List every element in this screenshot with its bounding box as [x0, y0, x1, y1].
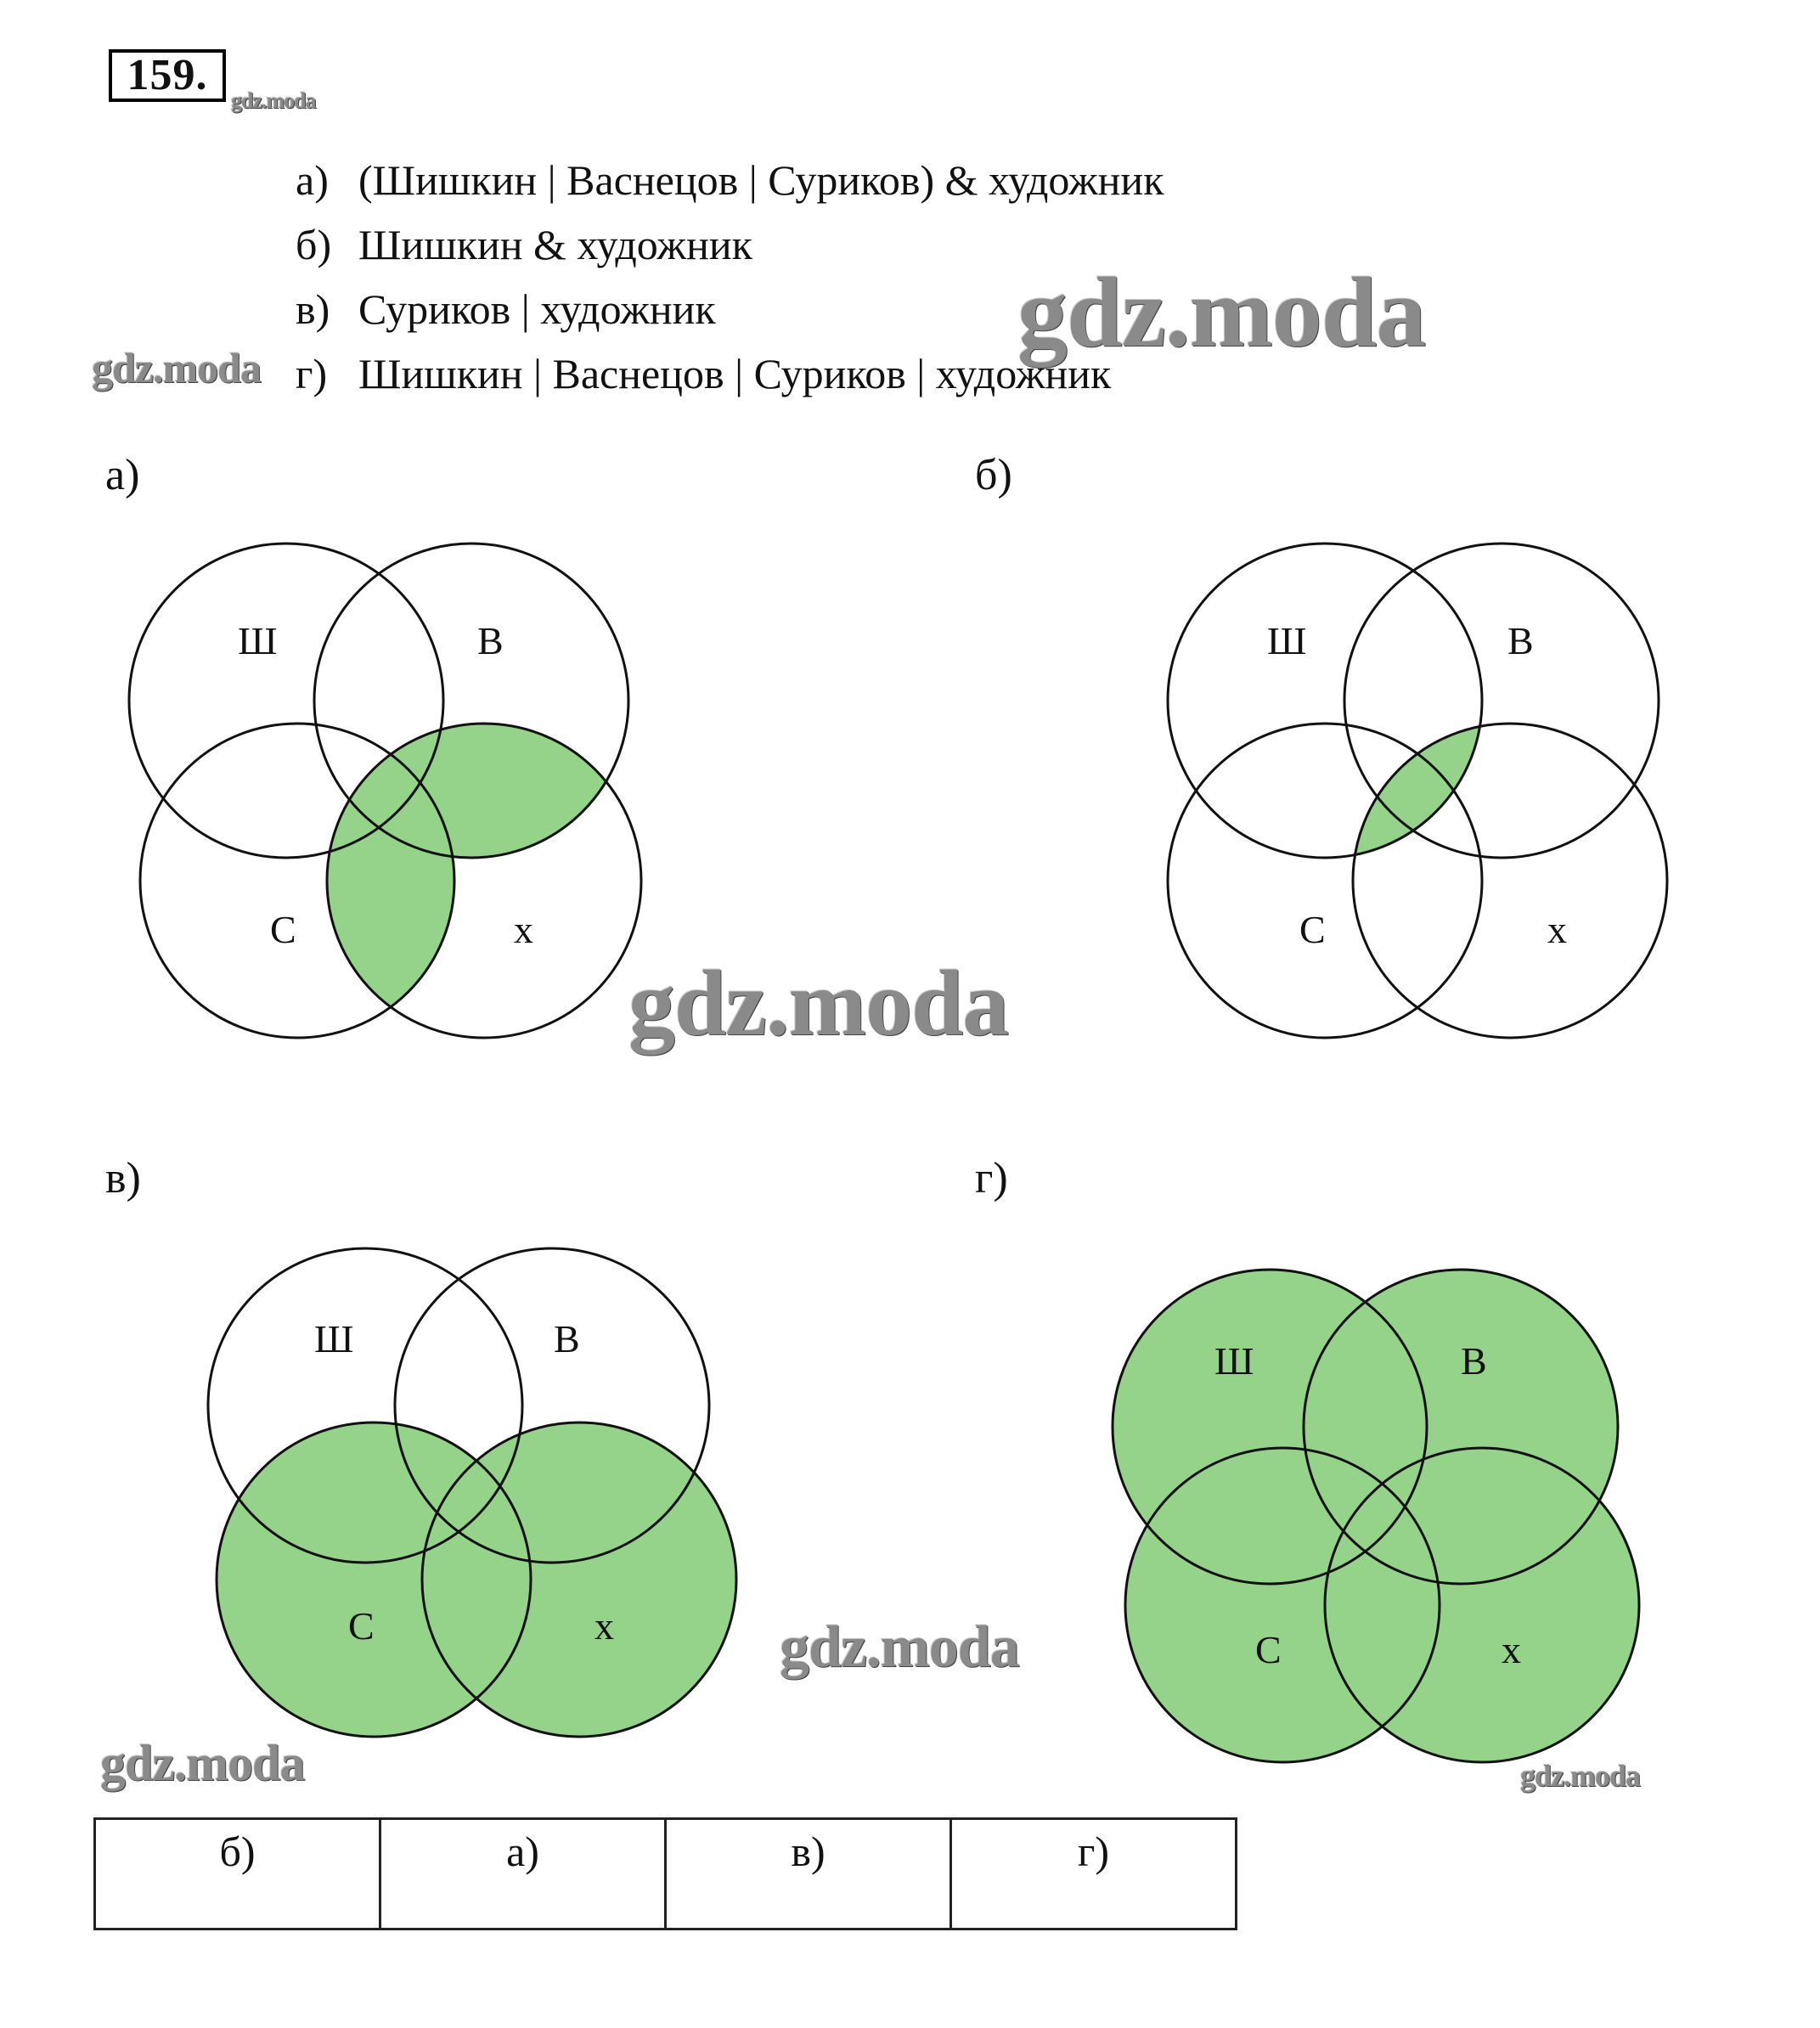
venn-diagram-c	[208, 1248, 736, 1737]
watermark-logo: gdz.moda	[100, 1735, 305, 1791]
venn-diagram-d	[1113, 1270, 1639, 1762]
watermark-logo: gdz.moda	[231, 88, 316, 113]
answer-cell-2: а)	[380, 1819, 666, 1929]
label-x: х	[514, 908, 533, 951]
label-s: С	[270, 908, 296, 951]
expression-d-label: г)	[296, 350, 328, 397]
label-sh: Ш	[1267, 619, 1307, 662]
diagram-c-label: в)	[105, 1154, 141, 1203]
answer-cell-3: в)	[666, 1819, 951, 1929]
label-s: С	[1299, 908, 1326, 951]
expression-b-label: б)	[296, 221, 332, 268]
label-x: х	[1502, 1628, 1521, 1671]
watermark-logo: gdz.moda	[780, 1614, 1019, 1680]
label-v: В	[1507, 619, 1534, 662]
label-x: х	[594, 1604, 614, 1648]
answer-row	[95, 1819, 1237, 1929]
venn-diagram-a	[129, 544, 641, 1038]
answer-cell-4: г)	[951, 1819, 1237, 1929]
expression-a-label: а)	[296, 156, 329, 204]
label-sh: Ш	[238, 619, 278, 662]
diagram-d-label: г)	[975, 1154, 1008, 1203]
answer-cell-1: б)	[95, 1819, 380, 1929]
diagram-b-label: б)	[975, 451, 1012, 499]
watermark-logo: gdz.moda	[1017, 256, 1426, 368]
venn-diagram-b	[1168, 544, 1667, 1038]
label-s: С	[348, 1604, 375, 1648]
expression-a-text: (Шишкин | Васнецов | Суриков) & художник	[358, 156, 1164, 204]
watermark-logo: gdz.moda	[1520, 1759, 1641, 1793]
expression-d-text: Шишкин | Васнецов | Суриков | художник	[358, 350, 1112, 397]
label-v: В	[477, 619, 504, 662]
watermark-logo: gdz.moda	[628, 951, 1009, 1055]
label-v: В	[554, 1317, 580, 1360]
diagram-a-label: а)	[105, 451, 140, 499]
answer-table	[93, 1817, 1237, 1930]
label-s: С	[1255, 1628, 1282, 1671]
expression-c-label: в)	[296, 285, 330, 333]
watermark-logo: gdz.moda	[92, 344, 261, 392]
problem-number: 159.	[109, 49, 226, 102]
label-v: В	[1461, 1339, 1487, 1383]
expression-c-text: Суриков | художник	[358, 285, 716, 333]
expression-b-text: Шишкин & художник	[358, 221, 752, 268]
label-sh: Ш	[314, 1317, 354, 1360]
label-sh: Ш	[1214, 1339, 1254, 1383]
label-x: х	[1547, 908, 1567, 951]
